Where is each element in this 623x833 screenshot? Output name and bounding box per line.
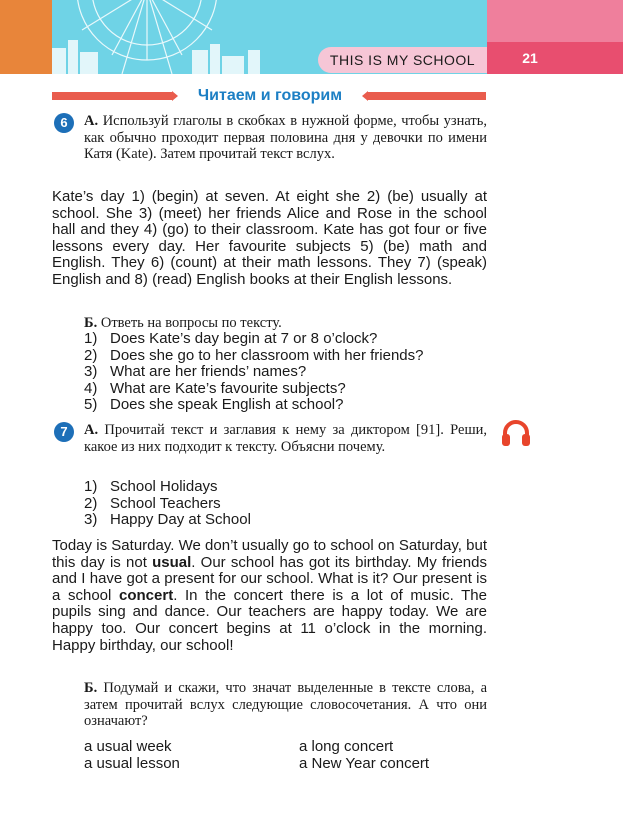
question-text: What are Kate’s favourite subjects? — [110, 379, 346, 397]
title-option — [84, 479, 487, 496]
chapter-title: THIS IS MY SCHOOL — [318, 47, 487, 73]
exercise-7-instruction — [84, 422, 487, 455]
exercise-7-titles — [84, 479, 487, 529]
title-number: 2) — [84, 494, 98, 512]
question-number: 3) — [84, 363, 98, 381]
exercise-6-passage: Kate’s day 1) (begin) at seven. At eight she 2) (be) usually at school. She 3) (meet) her friends Alice and Rose in the school hall and they 4) (go) to their classroom. Kate has got four or five lessons every day. Her favourite subjects 5) (be) math and English. They 6) (count) at their math lessons. They 7) (speak) English and 8) (read) English books at their English lessons. — [52, 188, 487, 288]
phrase-item: a usual lesson — [84, 755, 180, 772]
title-option — [84, 512, 487, 529]
phrase-item: a usual week — [84, 738, 172, 755]
question-item — [84, 397, 487, 414]
title-number: 1) — [84, 478, 98, 495]
passage-text: . Our school has got its birthday. My friends and I have got a present for our school. What is it? Our present is a school — [52, 553, 487, 604]
banner-line-left — [52, 92, 172, 100]
title-option — [84, 496, 487, 513]
banner-line-right — [368, 92, 486, 100]
passage-text: . In the concert there is a lot of music. The pupils sing and dance. Our teachers are happy today. We are happy too. Our concert begins at 11 o’clock in the morning. Happy birthday, our school! — [52, 586, 487, 654]
question-number: 2) — [84, 346, 98, 364]
passage-text: Today is Saturday. We don’t usually go to school on Saturday, but this day is not — [52, 537, 487, 571]
question-item — [84, 348, 487, 365]
question-number: 5) — [84, 396, 98, 414]
title-text: Happy Day at School — [110, 511, 251, 529]
exercise-6-number: 6 — [54, 113, 74, 133]
page-number: 21 — [522, 50, 538, 66]
exercise-6-instruction — [84, 113, 487, 163]
exercise-6-b-text: Ответь на вопросы по тексту. — [100, 315, 282, 331]
exercise-7-passage — [52, 538, 487, 654]
header-pink-top — [487, 0, 623, 42]
headphones-icon[interactable] — [500, 418, 532, 448]
question-text: What are her friends’ names? — [110, 363, 307, 381]
title-text: School Holidays — [110, 478, 218, 495]
section-title: Читаем и говорим — [197, 87, 343, 104]
exercise-7-a-label: А. — [84, 422, 99, 438]
question-text: Does she speak English at school? — [110, 396, 344, 414]
exercise-6-a-label: А. — [84, 113, 99, 129]
exercise-6-a-text: Используй глаголы в скобках в нужной форме, чтобы узнать, как обычно проходит первая половина дня у девочки по имени Катя (Kate). Затем прочитай текст вслух. — [84, 113, 488, 162]
exercise-7-number: 7 — [54, 422, 74, 442]
header-orange-block — [0, 0, 52, 74]
exercise-7-b-label: Б. — [84, 680, 98, 696]
title-number: 3) — [84, 511, 98, 529]
highlighted-word-concert: concert — [119, 586, 174, 604]
phrase-item: a New Year concert — [299, 755, 430, 772]
question-number: 4) — [84, 379, 98, 397]
exercise-7-b-text: Подумай и скажи, что значат выделенные в тексте слова, а затем прочитай вслух следующие словосочетания. А что они означают? — [84, 680, 488, 729]
exercise-7-b-instruction — [84, 680, 487, 730]
exercise-7-a-text: Прочитай текст и заглавия к нему за диктором [91]. Реши, какое из них подходит к тексту. Объясни почему. — [84, 422, 487, 455]
question-text: Does Kate’s day begin at 7 or 8 o’clock? — [110, 330, 378, 347]
phrase-item: a long concert — [299, 738, 394, 755]
question-item — [84, 364, 487, 381]
exercise-6-b-label: Б. — [84, 315, 98, 331]
phrases-column-right — [299, 738, 487, 772]
question-text: Does she go to her classroom with her friends? — [110, 346, 424, 364]
question-item — [84, 381, 487, 398]
question-item — [84, 331, 487, 348]
exercise-6-questions — [84, 331, 487, 414]
title-text: School Teachers — [110, 494, 221, 512]
question-number: 1) — [84, 330, 98, 347]
highlighted-word-usual: usual — [152, 553, 192, 571]
phrases-column-left — [84, 738, 284, 772]
